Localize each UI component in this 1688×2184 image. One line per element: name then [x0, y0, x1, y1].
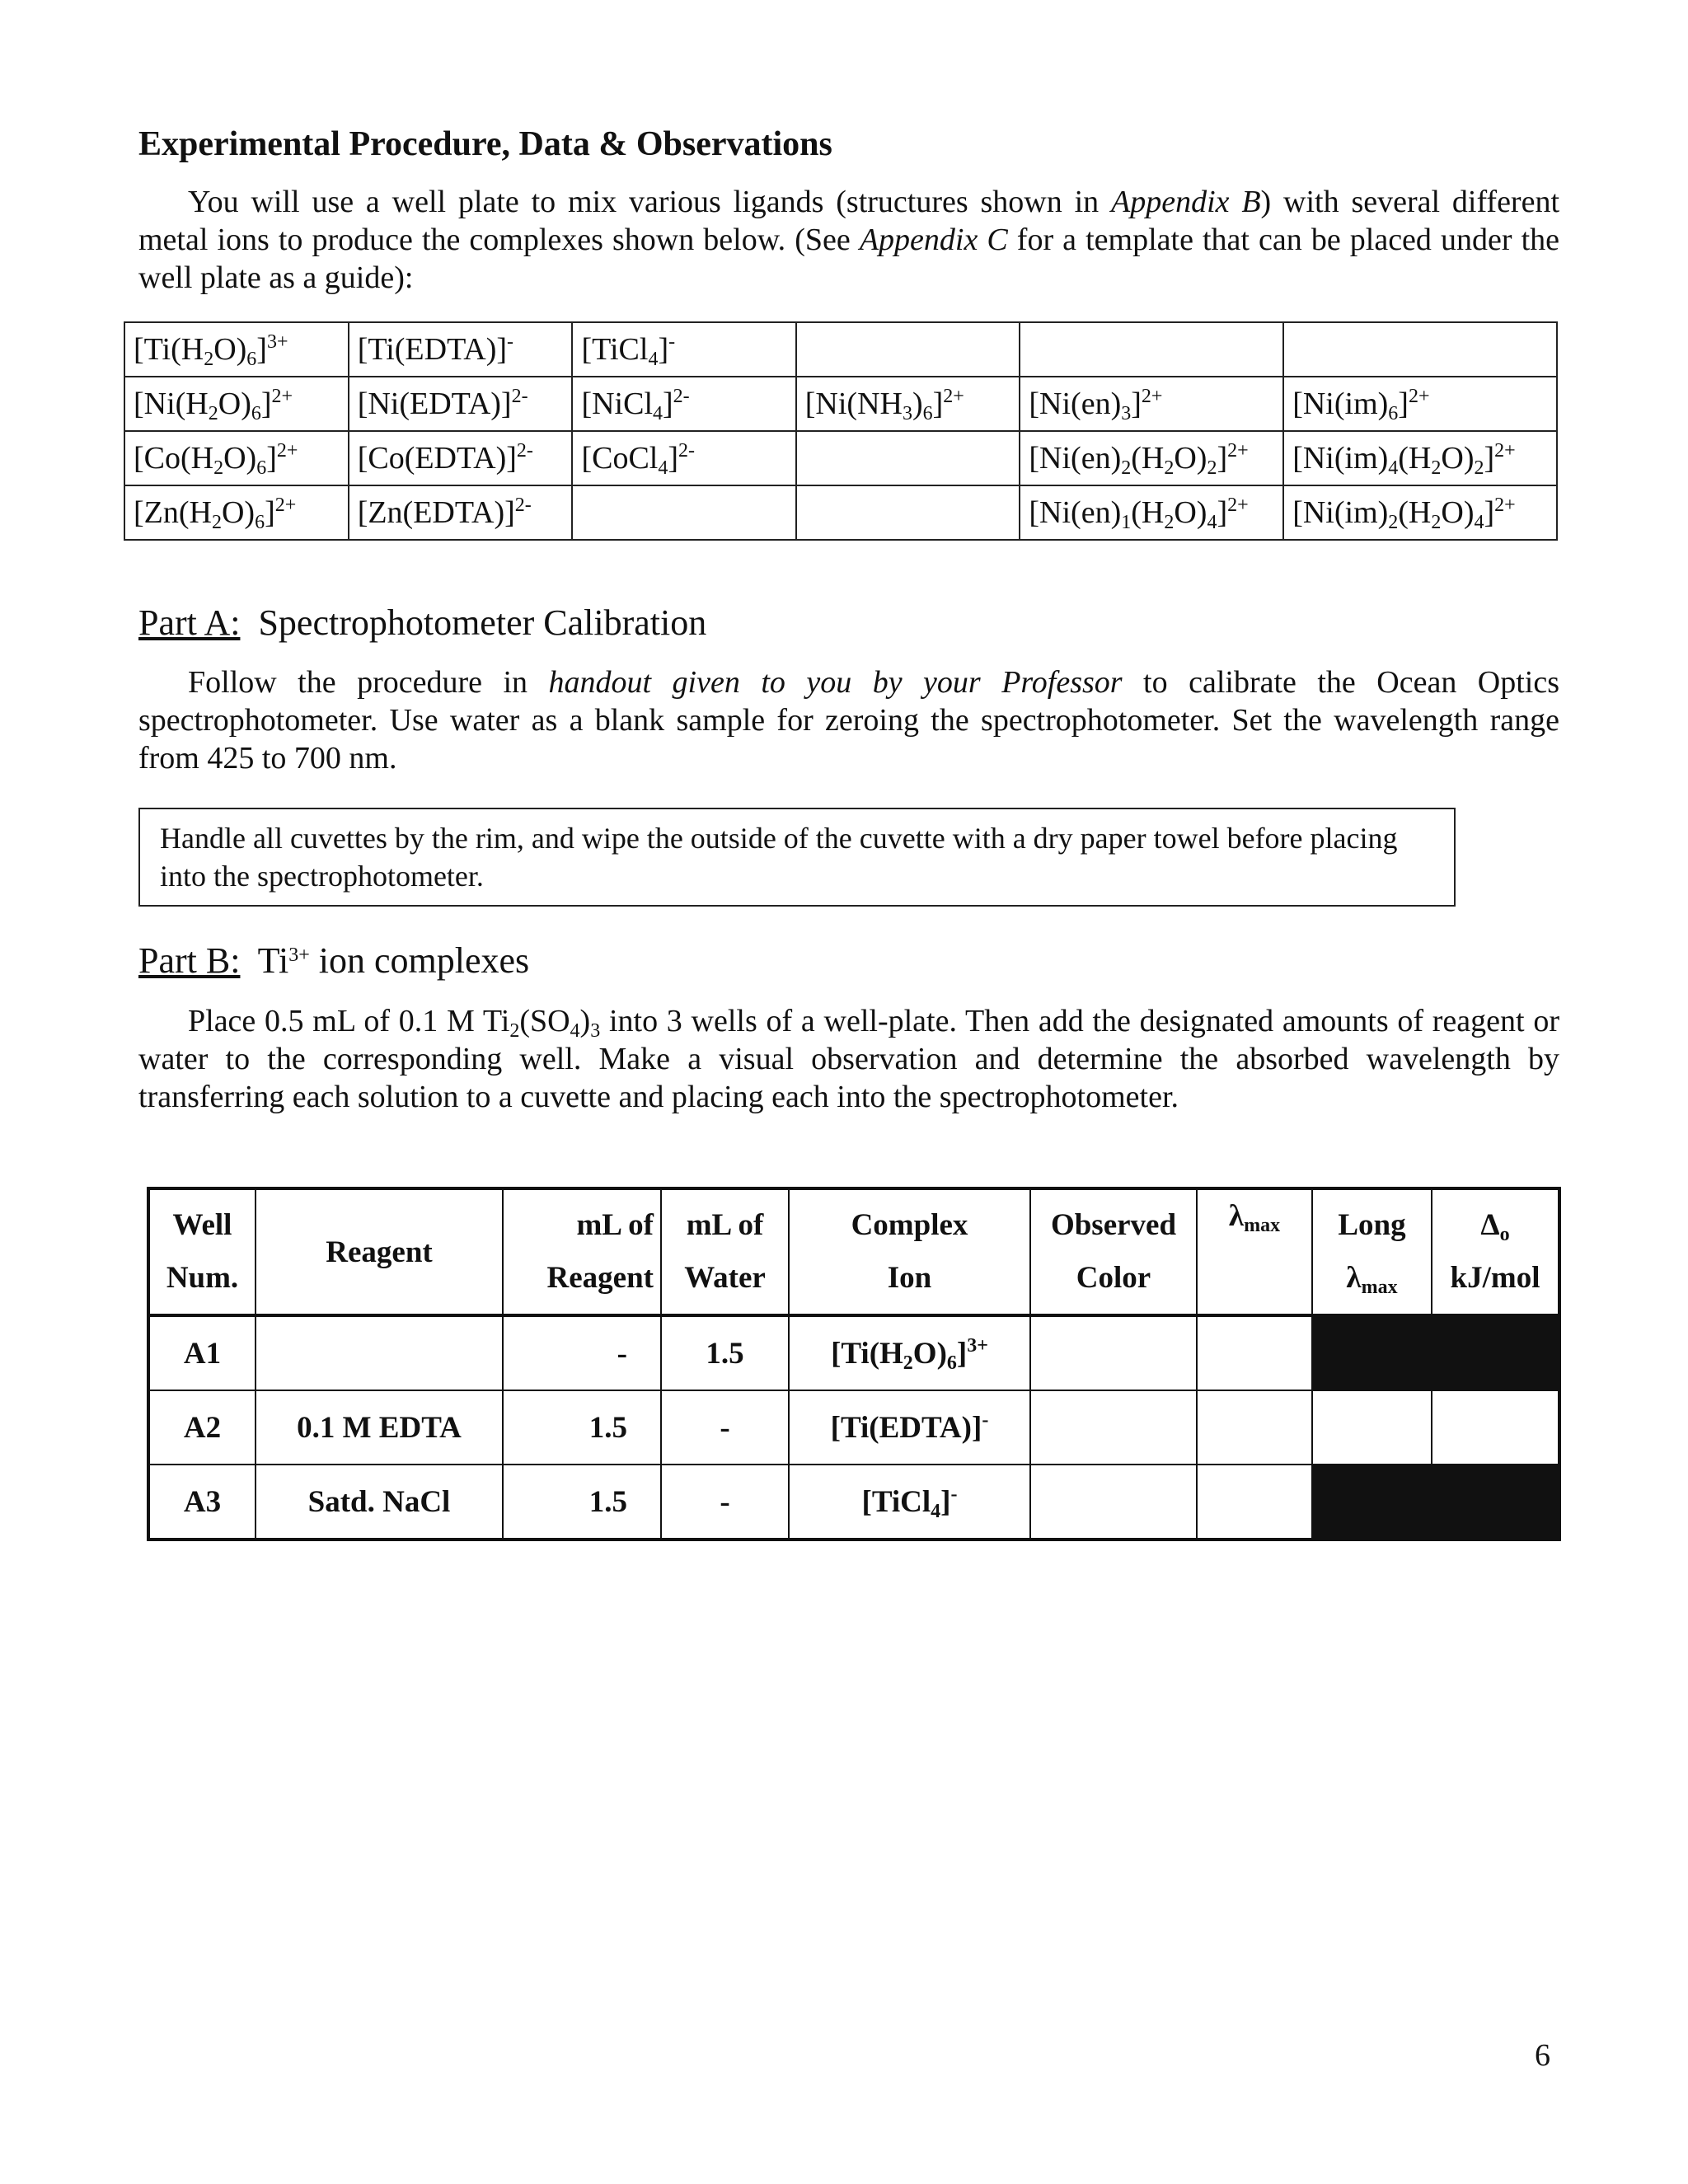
intro-text-1: You will use a well plate to mix various ligands (structures shown in — [188, 185, 1111, 220]
complex-grid-row-co — [124, 431, 1557, 485]
complex-grid-table — [124, 321, 1558, 541]
ml-reagent-cell: 1.5 — [503, 1390, 661, 1465]
header-well: Well Num. — [148, 1188, 256, 1315]
header-lambda-max: $\lambda_{max}$ — [1197, 1188, 1312, 1315]
ml-reagent-cell: 1.5 — [503, 1465, 661, 1540]
intro-paragraph — [138, 183, 1559, 297]
appendix-c-ref: Appendix C — [859, 223, 1008, 258]
reagent-cell: Satd. NaCl — [256, 1465, 503, 1540]
grid-cell: [NiCl$_4$]$^{2-}$ — [572, 377, 795, 431]
appendix-b-ref: Appendix B — [1110, 185, 1261, 220]
part-a-label: Part A: — [138, 602, 241, 643]
long-lambda-max-cell-blocked — [1312, 1315, 1432, 1390]
complex-grid-row-zn — [124, 485, 1557, 540]
grid-cell: $[Co(H_2O)_6]^{2+}$ — [124, 431, 349, 485]
table-row — [148, 1465, 1559, 1540]
lambda-max-cell[interactable] — [1197, 1315, 1312, 1390]
part-b-paragraph: Place 0.5 mL of 0.1 M $Ti_2(SO_4)_3$ into 3 wells of a well-plate. Then add the designated amounts of reagent or water to the corresponding well. Make a visual observation and determine the absorbed wavelength by transferring each solution to a cuvette and placing each into the spectrophotometer. — [138, 1004, 1559, 1114]
observed-color-cell[interactable] — [1030, 1315, 1197, 1390]
grid-cell: $[Ni(en)_2(H_2O)_2]^{2+}$ — [1020, 431, 1283, 485]
intro-text-2: ) with several different metal ions to produce the complexes shown below. (See — [138, 185, 1560, 258]
cuvette-note-box: Handle all cuvettes by the rim, and wipe the outside of the cuvette with a dry paper towel before placing into the spectrophotometer. — [138, 808, 1456, 907]
header-ml-reagent: mL of Reagent — [503, 1188, 661, 1315]
header-ml-water: mL of Water — [661, 1188, 789, 1315]
part-a-heading — [138, 602, 706, 645]
part-a-title: Spectrophotometer Calibration — [258, 602, 707, 643]
grid-cell: $[Ni(im)_4(H_2O)_2]^{2+}$ — [1283, 431, 1557, 485]
well-cell: A1 — [148, 1315, 256, 1390]
grid-cell: $[Zn(H_2O)_6]^{2+}$ — [124, 485, 349, 540]
lambda-max-cell[interactable] — [1197, 1390, 1312, 1465]
part-a-paragraph — [138, 663, 1559, 777]
grid-cell: $[Ni(im)_2(H_2O)_4]^{2+}$ — [1283, 485, 1557, 540]
delta-o-cell-blocked — [1432, 1465, 1559, 1540]
grid-cell-empty — [572, 485, 795, 540]
ml-water-cell: 1.5 — [661, 1315, 789, 1390]
grid-cell: [CoCl$_4$]$^{2-}$ — [572, 431, 795, 485]
grid-cell-empty — [1283, 322, 1557, 377]
table-row — [148, 1390, 1559, 1465]
part-b-charge: 3+ — [288, 944, 310, 966]
part-b-heading — [138, 940, 529, 983]
part-a-text-2: to calibrate the Ocean Optics spectrophotometer. Use water as a blank sample for zeroing the spectrophotometer. Set the wavelength range from 425 to 700 nm. — [138, 665, 1560, 776]
well-cell: A3 — [148, 1465, 256, 1540]
grid-cell-empty — [1020, 322, 1283, 377]
complex-ion-cell: $[Ti(H_2O)_6]^{3+}$ — [789, 1315, 1030, 1390]
header-delta-o: $\Delta_o$ kJ/mol — [1432, 1188, 1559, 1315]
complex-ion-cell: [Ti(EDTA)]- — [789, 1390, 1030, 1465]
well-cell: A2 — [148, 1390, 256, 1465]
grid-cell: $[Ni(en)_3]^{2+}$ — [1020, 377, 1283, 431]
table-row — [148, 1315, 1559, 1390]
grid-cell-empty — [796, 431, 1020, 485]
grid-cell: [Ni(EDTA)]$^{2-}$ — [349, 377, 573, 431]
long-lambda-max-cell[interactable] — [1312, 1390, 1432, 1465]
header-reagent: Reagent — [256, 1188, 503, 1315]
complex-grid-row-ti — [124, 322, 1557, 377]
grid-cell: [TiCl$_4$]- — [572, 322, 795, 377]
complex-grid-row-ni — [124, 377, 1557, 431]
lambda-max-cell[interactable] — [1197, 1465, 1312, 1540]
observed-color-cell[interactable] — [1030, 1390, 1197, 1465]
grid-cell-empty — [796, 322, 1020, 377]
handout-ref: handout given to you by your Professor — [548, 665, 1123, 700]
header-observed-color: Observed Color — [1030, 1188, 1197, 1315]
long-lambda-max-cell-blocked — [1312, 1465, 1432, 1540]
delta-o-cell[interactable] — [1432, 1390, 1559, 1465]
grid-cell: [Ti(EDTA)]- — [349, 322, 573, 377]
grid-cell: $[Ni(en)_1(H_2O)_4]^{2+}$ — [1020, 485, 1283, 540]
part-b-title: ion complexes — [309, 940, 530, 981]
grid-cell: [Co(EDTA)]$^{2-}$ — [349, 431, 573, 485]
intro-text-3: for a template that can be placed under the well plate as a guide): — [138, 223, 1559, 296]
grid-cell: [Zn(EDTA)]$^{2-}$ — [349, 485, 573, 540]
delta-o-cell-blocked — [1432, 1315, 1559, 1390]
page-number: 6 — [1535, 2038, 1550, 2073]
ml-water-cell: - — [661, 1465, 789, 1540]
ml-water-cell: - — [661, 1390, 789, 1465]
grid-cell: $[Ni(H_2O)_6]^{2+}$ — [124, 377, 349, 431]
reagent-cell — [256, 1315, 503, 1390]
part-b-ti: Ti — [257, 940, 289, 981]
grid-cell: $[Ti(H_2O)_6]^{3+}$ — [124, 322, 349, 377]
part-a-text-1: Follow the procedure in — [188, 665, 549, 700]
grid-cell-empty — [796, 485, 1020, 540]
part-b-label: Part B: — [138, 940, 241, 981]
data-table — [147, 1187, 1561, 1541]
header-long-lambda-max: Long $\lambda_{max}$ — [1312, 1188, 1432, 1315]
observed-color-cell[interactable] — [1030, 1465, 1197, 1540]
ml-reagent-cell: - — [503, 1315, 661, 1390]
grid-cell: $[Ni(im)_6]^{2+}$ — [1283, 377, 1557, 431]
section-title: Experimental Procedure, Data & Observations — [138, 125, 832, 163]
grid-cell: $[Ni(NH_3)_6]^{2+}$ — [796, 377, 1020, 431]
page-content — [138, 124, 1559, 297]
header-complex-ion: Complex Ion — [789, 1188, 1030, 1315]
reagent-cell: 0.1 M EDTA — [256, 1390, 503, 1465]
data-table-header-row — [148, 1188, 1559, 1315]
complex-ion-cell: [TiCl$_4$]- — [789, 1465, 1030, 1540]
